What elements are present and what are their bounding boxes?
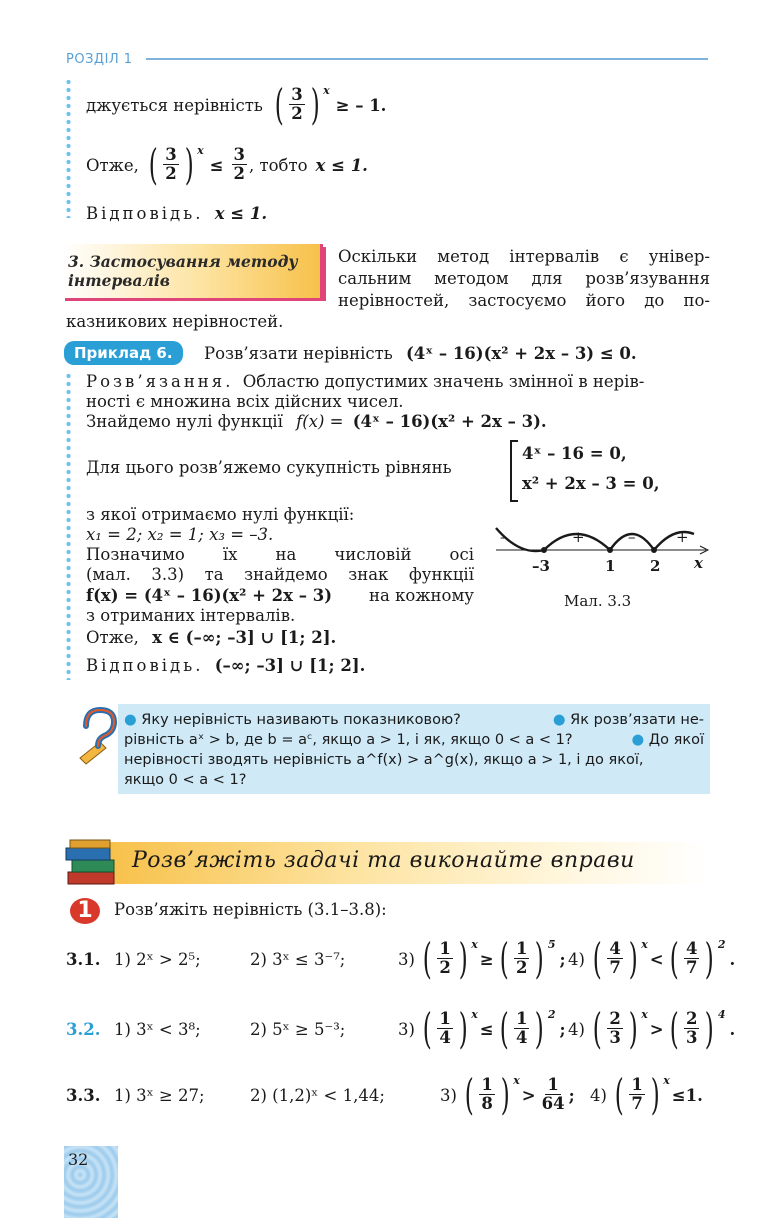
task-expression: (4ˣ – 16)(x² + 2x – 3) ≤ 0. (405, 344, 637, 363)
system-bracket (510, 440, 518, 502)
relation: ≥ (479, 949, 494, 969)
top-line-2: Отже, ( $\frac{3}{2}$ ) x ≤ $\frac{3}{2}$ , тобто x ≤ 1. (86, 140, 368, 189)
exponent: 4 (717, 1007, 726, 1021)
text: Областю допустимих значень змінної в нерів- (242, 372, 645, 391)
punct: ; (559, 1019, 566, 1039)
exercise-3-1-num: 3.1. (66, 950, 101, 969)
question-3c: якщо 0 < a < 1? (124, 772, 247, 788)
text: Знайдемо нулі функції (86, 412, 283, 431)
fx: f(x) = (296, 412, 344, 431)
example-task (204, 344, 637, 363)
point-minus3: –3 (532, 557, 550, 575)
text: на кожному (369, 586, 474, 605)
item-label: 4) (568, 949, 585, 969)
header-rule (146, 58, 708, 60)
exponent: x (663, 1073, 670, 1087)
numerator: 1 (515, 938, 528, 958)
point-2: 2 (650, 557, 661, 575)
point-1: 1 (605, 557, 616, 575)
exercise-3-3-p2: 2) (1,2)ˣ < 1,44; (250, 1086, 385, 1105)
margin-dots-example (66, 372, 71, 680)
numerator: 1 (439, 1008, 451, 1028)
denominator: 7 (609, 958, 621, 978)
axis-label-x: x (694, 554, 703, 572)
exercise-3-1-p2: 2) 3ˣ ≤ 3⁻⁷; (250, 950, 346, 969)
item-label: 4) (568, 1019, 585, 1039)
item-label: 3) (398, 949, 415, 969)
numerator: 4 (685, 938, 698, 958)
questions-line-1: ● Яку нерівність називають показниковою? ● Як розв’язати не- (124, 712, 704, 728)
expression: f(x) = (4ˣ – 16)(x² + 2x – 3) (86, 586, 333, 605)
after-line-2: x₁ = 2; x₂ = 1; x₃ = –3. (86, 525, 274, 544)
exponent: x (471, 937, 478, 951)
denominator: 64 (541, 1094, 565, 1114)
numerator: 4 (609, 938, 621, 958)
after-line-4: (мал. 3.3) та знайдемо знак функції (86, 565, 474, 584)
solution-line-1 (86, 372, 644, 391)
leq-sign: ≤ (209, 155, 224, 175)
text: Отже, (86, 628, 139, 647)
exponent: x (641, 1007, 648, 1021)
item-label: 3) (398, 1019, 415, 1039)
answer-label: Відповідь. (86, 204, 204, 223)
denominator: 3 (609, 1028, 621, 1048)
exercise-3-2-p3: 3) ( $\frac{1}{4}$ ) x ≤ ( $\frac{1}{4}$ ) 2 ; (398, 1004, 566, 1053)
denominator: 4 (515, 1028, 528, 1048)
page-number: 32 (68, 1150, 89, 1169)
question-3a: До якої (648, 732, 704, 748)
after-line-7 (86, 628, 336, 647)
fraction-3-2: ( $\frac{3}{2}$ ) (148, 140, 194, 189)
example-badge: Приклад 6. (64, 341, 183, 365)
intro-line: Оскільки метод інтервалів є універ- (338, 247, 710, 266)
item-label: 4) (590, 1085, 607, 1105)
example-answer (86, 656, 365, 675)
denominator: 2 (515, 958, 528, 978)
margin-dots-top (66, 78, 71, 218)
after-line-1: з якої отримаємо нулі функції: (86, 505, 355, 524)
exercise-3-2-p2: 2) 5ˣ ≥ 5⁻³; (250, 1020, 346, 1039)
answer-label: Відповідь. (86, 656, 204, 675)
punct: ; (568, 1085, 575, 1105)
task-text: Розв’язати нерівність (204, 344, 393, 363)
relation: ≤1. (671, 1085, 703, 1105)
heading-line-2: інтервалів (68, 271, 170, 290)
exercise-3-2-num: 3.2. (66, 1020, 101, 1039)
numerator: 2 (609, 1008, 621, 1028)
exercise-3-1-p4: 4) ( $\frac{4}{7}$ ) x < ( $\frac{4}{7}$ ) 2 . (568, 934, 736, 983)
inequality-rhs: ≥ – 1. (335, 95, 387, 115)
numerator: 2 (685, 1008, 698, 1028)
section-label: РОЗДІЛ 1 (66, 52, 133, 67)
exercise-3-2-p1: 1) 3ˣ < 3⁸; (114, 1020, 201, 1039)
relation: ≤ (479, 1019, 494, 1039)
figure-caption: Мал. 3.3 (564, 592, 632, 610)
result: x ≤ 1. (315, 155, 368, 175)
sign-4: + (676, 528, 689, 546)
expression: (4ˣ – 16)(x² + 2x – 3). (352, 412, 547, 431)
numerator: 1 (631, 1074, 643, 1094)
solution-label: Розв’язання. (86, 372, 234, 391)
relation: < (649, 949, 664, 969)
exponent: x (471, 1007, 478, 1021)
system-text: Для цього розв’яжемо сукупність рівнянь (86, 458, 452, 477)
exercises-intro: Розв’яжіть нерівність (3.1–3.8): (114, 900, 387, 919)
solution-line-3 (86, 412, 547, 431)
solution-line-2: ності є множина всіх дійсних чисел. (86, 392, 404, 411)
denominator: 3 (685, 1028, 698, 1048)
after-line-5 (86, 586, 474, 605)
question-3b: нерівності зводять нерівність a^f(x) > a^g(x), якщо a > 1, і до якої, (124, 752, 644, 768)
text: , тобто (248, 155, 308, 175)
after-line-3: Позначимо їх на числовій осі (86, 545, 474, 564)
section-intro (338, 246, 710, 312)
sign-3: – (628, 528, 636, 546)
question-mark-icon (74, 706, 120, 766)
exercise-3-3-num: 3.3. (66, 1086, 101, 1105)
questions-text (124, 710, 704, 790)
exponent: 5 (547, 937, 556, 951)
numerator: 1 (481, 1074, 493, 1094)
relation: > (521, 1085, 536, 1105)
exponent: 2 (547, 1007, 556, 1021)
exercise-3-3-p4: 4) ( $\frac{1}{7}$ ) x ≤1. (590, 1070, 703, 1119)
exercise-3-2-p4: 4) ( $\frac{2}{3}$ ) x > ( $\frac{2}{3}$ ) 4 . (568, 1004, 736, 1053)
exercise-3-1-p3: 3) ( $\frac{1}{2}$ ) x ≥ ( $\frac{1}{2}$ ) 5 ; (398, 934, 566, 983)
punct: . (729, 949, 736, 969)
denominator: 7 (685, 958, 698, 978)
item-label: 3) (440, 1085, 457, 1105)
exponent: x (513, 1073, 520, 1087)
exponent: x (641, 937, 648, 951)
answer-value: x ≤ 1. (214, 204, 268, 223)
question-2a: Як розв’язати не- (570, 712, 704, 728)
exponent: 2 (717, 937, 726, 951)
answer-value: (–∞; –3] ∪ [1; 2]. (214, 656, 366, 675)
top-line-1: джується нерівність ( $\frac{3}{2}$ ) x ≥ – 1. (86, 80, 387, 129)
punct: ; (559, 949, 566, 969)
level-badge: 1 (70, 898, 100, 924)
sign-2: + (572, 528, 585, 546)
question-1: Яку нерівність називають показниковою? (141, 712, 461, 728)
heading-line-1: 3. Застосування методу (68, 252, 298, 271)
fraction-3-2-rhs: $\frac{3}{2}$ (233, 144, 245, 184)
numerator: 1 (515, 1008, 528, 1028)
intro-line: сальним методом для розв’язування (338, 269, 710, 288)
exercise-3-1-p1: 1) 2ˣ > 2⁵; (114, 950, 201, 969)
questions-line-2: рівність aˣ > b, де b = aᶜ, якщо a > 1, і як, якщо 0 < a < 1? ● До якої (124, 732, 704, 748)
denominator: 8 (481, 1094, 493, 1114)
numerator: 1 (439, 938, 451, 958)
system-eq-2: x² + 2x – 3 = 0, (522, 474, 660, 493)
text: джується нерівність (86, 95, 263, 115)
section-heading (68, 252, 298, 290)
denominator: 4 (439, 1028, 451, 1048)
relation: > (649, 1019, 664, 1039)
exercise-3-3-p3: 3) ( $\frac{1}{8}$ ) x > $\frac{1}{64}$ ; (440, 1070, 575, 1119)
top-answer (86, 204, 267, 223)
books-icon (64, 838, 120, 888)
exercises-banner-title: Розв’яжіть задачі та виконайте вправи (132, 848, 635, 873)
punct: . (729, 1019, 736, 1039)
sign-1: – (500, 528, 508, 546)
fraction-3-2: ( $\frac{3}{2}$ ) (274, 80, 320, 129)
intro-line-4: казникових нерівностей. (66, 312, 284, 331)
numerator: 1 (547, 1074, 559, 1094)
text: Отже, (86, 155, 139, 175)
after-line-6: з отриманих інтервалів. (86, 606, 296, 625)
question-2b: рівність aˣ > b, де b = aᶜ, якщо a > 1, і як, якщо 0 < a < 1? (124, 732, 573, 748)
intro-line: нерівностей, застосуємо його до по- (338, 291, 710, 310)
exercise-3-3-p1: 1) 3ˣ ≥ 27; (114, 1086, 205, 1105)
denominator: 7 (631, 1094, 643, 1114)
expression: x ∈ (–∞; –3] ∪ [1; 2]. (152, 628, 337, 647)
denominator: 2 (439, 958, 451, 978)
system-eq-1: 4ˣ – 16 = 0, (522, 444, 627, 463)
